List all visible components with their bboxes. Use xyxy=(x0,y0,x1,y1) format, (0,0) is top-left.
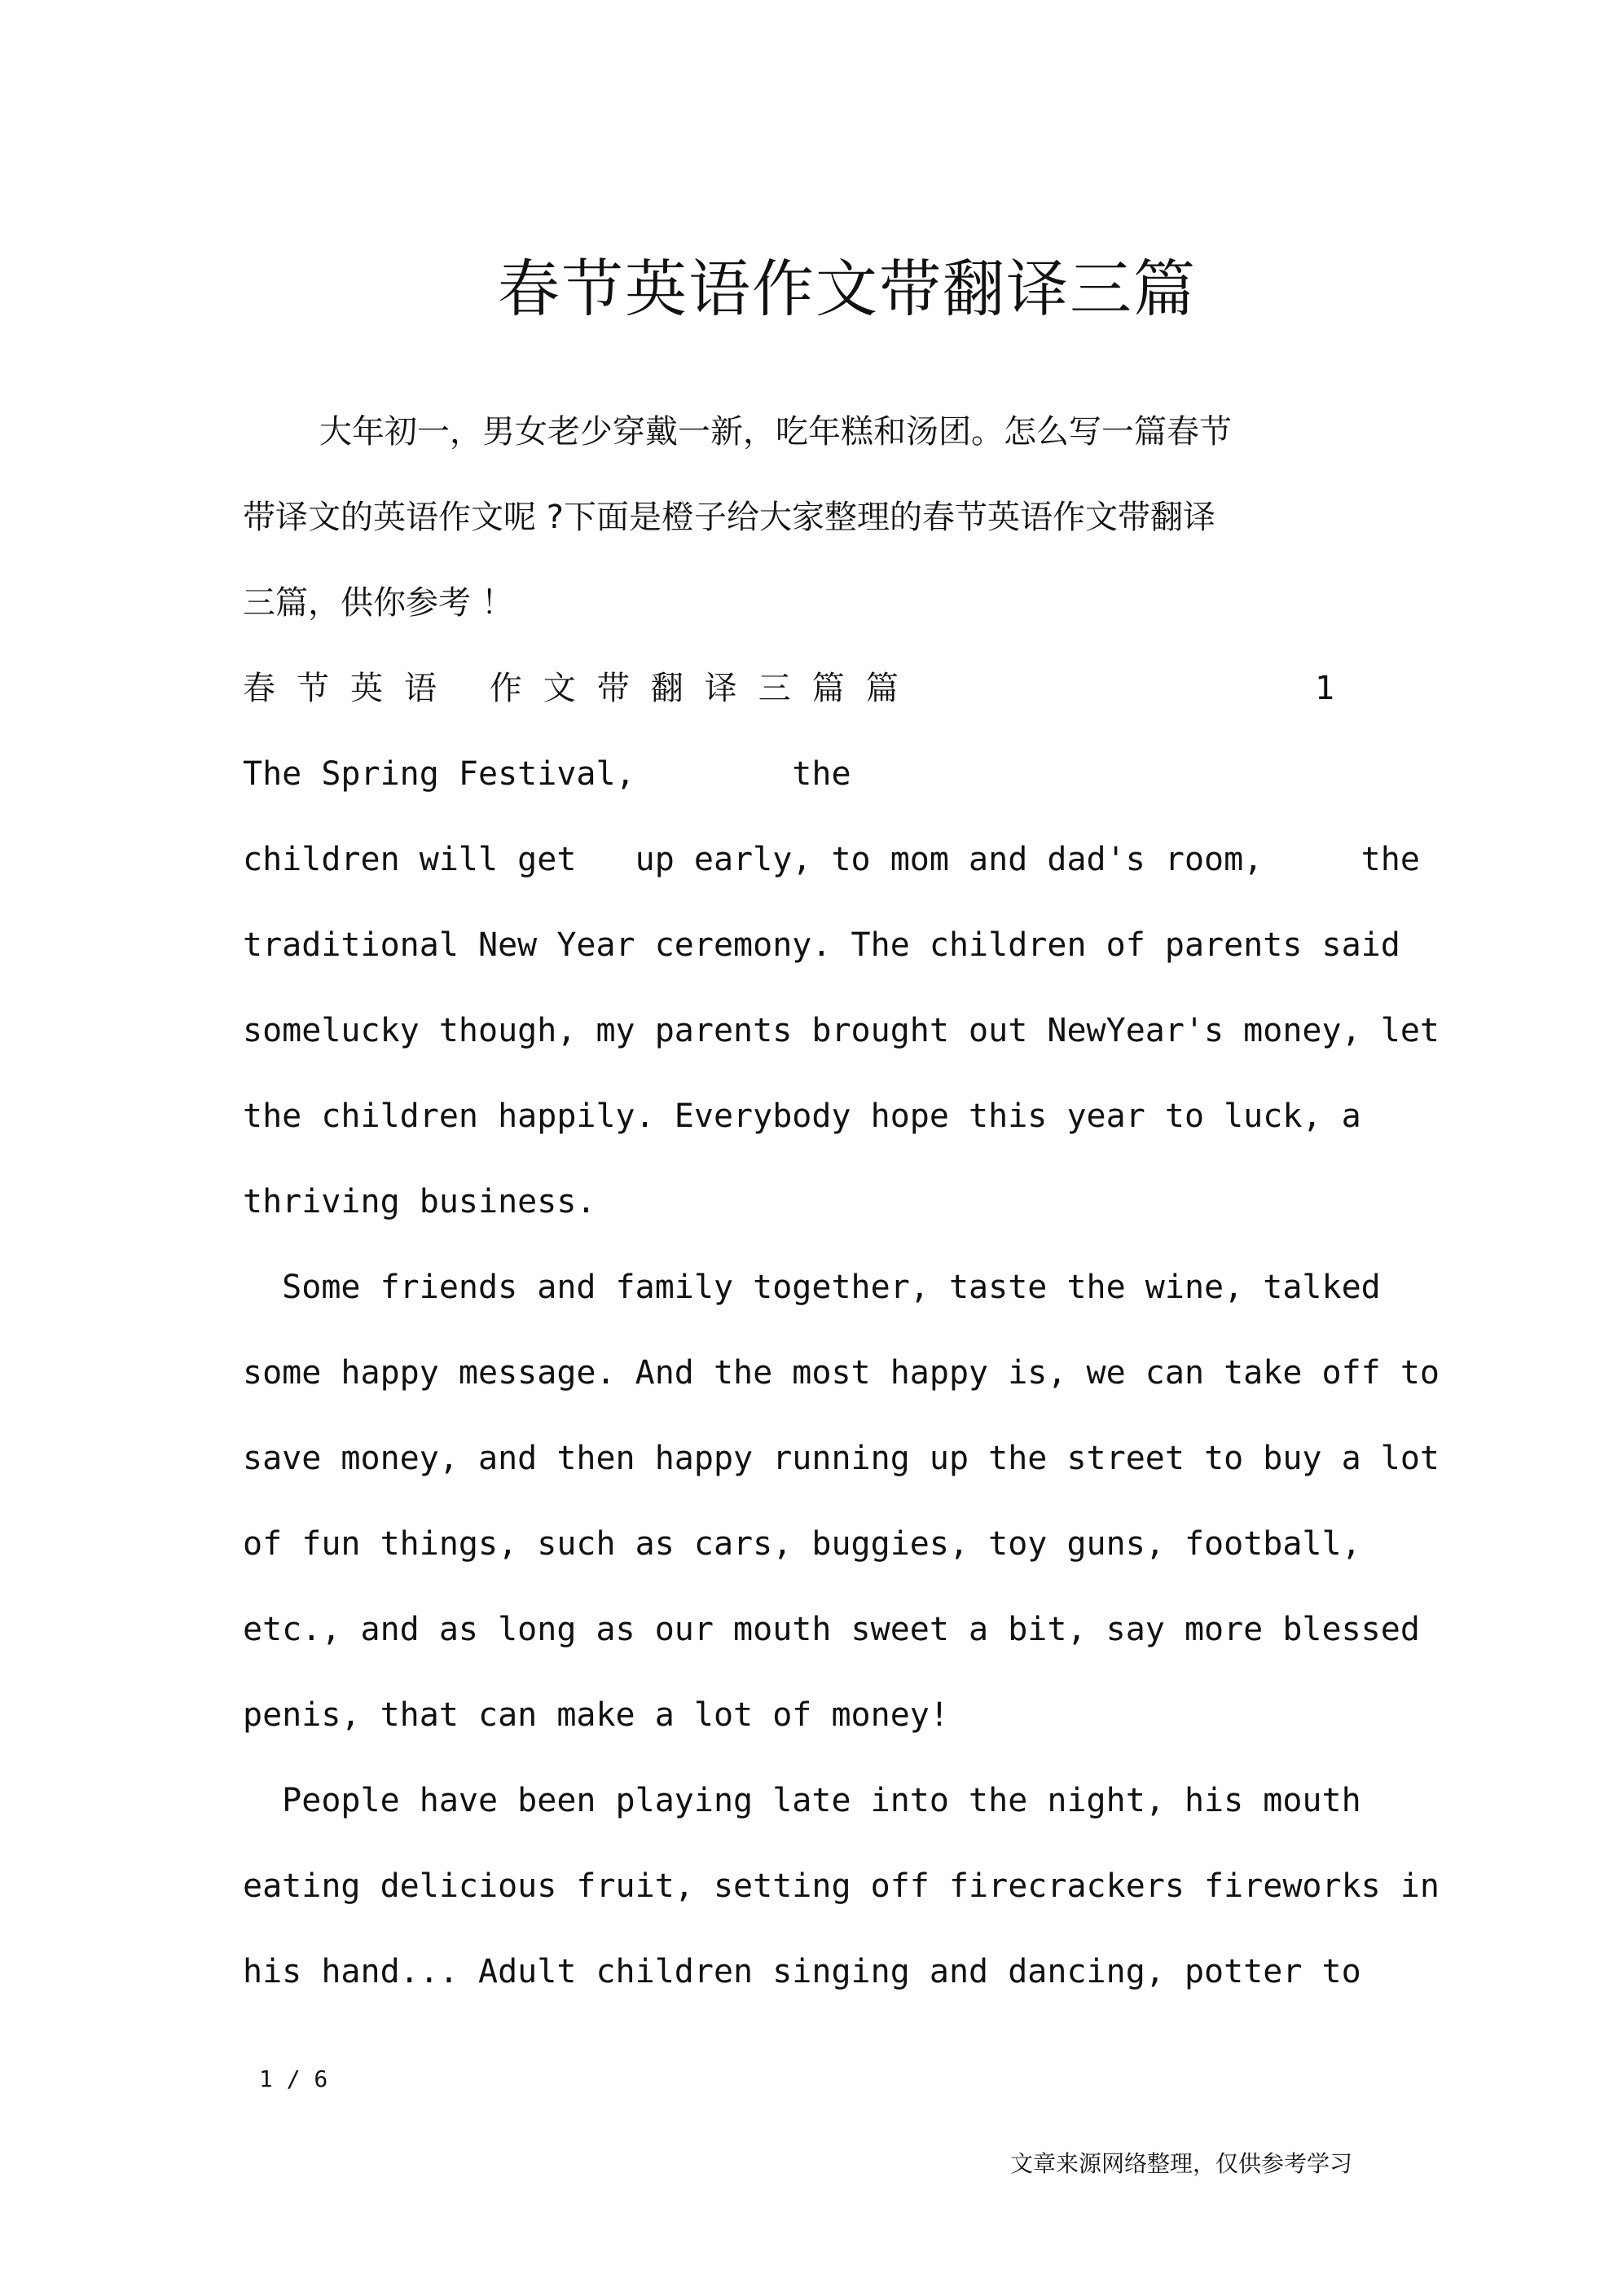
body-line: thriving business. xyxy=(243,1183,596,1221)
body-line: of fun things, such as cars, buggies, toy guns, football, xyxy=(243,1525,1361,1563)
body-line: eating delicious fruit, setting off firecrackers fireworks in xyxy=(243,1867,1440,1905)
body-line: Some friends and family together, taste the wine, talked xyxy=(243,1269,1381,1306)
body-line: penis, that can make a lot of money! xyxy=(243,1696,949,1734)
section-heading-text: 春节英语 作文带翻译三篇篇 xyxy=(243,670,920,707)
body-line: The Spring Festival, the xyxy=(243,755,851,793)
section-heading xyxy=(243,664,1334,713)
body-line: etc., and as long as our mouth sweet a bit, say more blessed xyxy=(243,1611,1420,1648)
body-line: the children happily. Everybody hope this year to luck, a xyxy=(243,1097,1361,1135)
intro-line-1: 大年初一，男女老少穿戴一新，吃年糕和汤团。怎么写一篇春节 xyxy=(319,413,1232,451)
body-line: traditional New Year ceremony. The children of parents said xyxy=(243,926,1400,964)
body-line: children will get up early, to mom and dad's room, the xyxy=(243,841,1420,878)
body-line: People have been playing late into the night, his mouth xyxy=(243,1782,1361,1819)
intro-line-3: 三篇，供你参考 ！ xyxy=(243,584,514,622)
body-line: save money, and then happy running up the street to buy a lot xyxy=(243,1440,1440,1477)
body-line: his hand... Adult children singing and dancing, potter to xyxy=(243,1953,1361,1990)
body-line: some happy message. And the most happy is, we can take off to xyxy=(243,1354,1440,1392)
body-line: somelucky though, my parents brought out NewYear's money, let xyxy=(243,1012,1440,1049)
source-note: 文章来源网络整理，仅供参考学习 xyxy=(1010,2150,1353,2177)
intro-line-2: 带译文的英语作文呢 ?下面是橙子给大家整理的春节英语作文带翻译 xyxy=(243,499,1215,536)
page-indicator: 1 / 6 xyxy=(259,2065,328,2092)
document-title: 春节英语作文带翻译三篇 xyxy=(498,253,1197,325)
section-heading-number: 1 xyxy=(1314,670,1334,707)
